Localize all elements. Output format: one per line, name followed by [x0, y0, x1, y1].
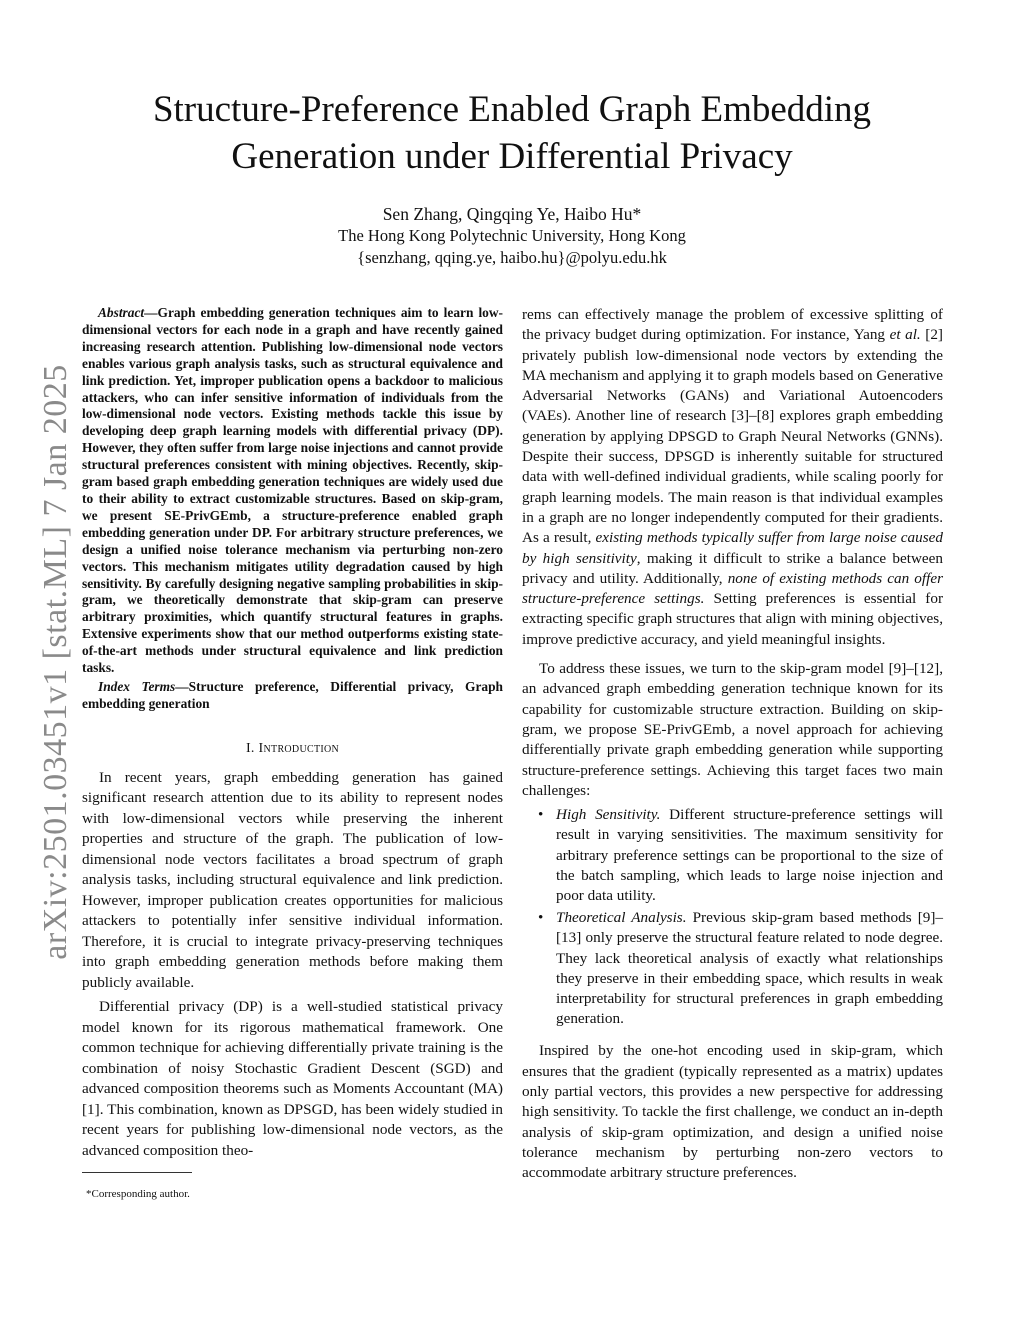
footnote: *Corresponding author.: [86, 1188, 190, 1200]
bullet-icon: •: [538, 909, 544, 927]
section-heading-introduction: I. Introduction: [245, 740, 340, 756]
author-block: [100, 203, 924, 269]
section-title: Introduction: [258, 740, 340, 756]
right-paragraph-2: To address these issues, we turn to the skip-gram model [9]–[12], an advanced graph embedding generation technique known for its capability for customizable structure extraction. Building on skip-gram, we propose SE-PrivGEmb, a novel approach for achieving differentially private graph embedding generation while supporting structure-preference settings. Achieving this target faces two main challenges:: [522, 660, 943, 799]
intro-paragraph-1: In recent years, graph embedding generation has gained significant research attention due to its ability to represent nodes with low-dimensional vectors while preserving the inherent properties and structure of the graph. The publication of low-dimensional node vectors facilitates a broad spectrum of graph analysis tasks, including structural equivalence and link prediction. However, improper publication creates opportunities for malicious attackers to potentially infer sensitive individual information. Therefore, it is crucial to integrate privacy-preserving techniques into graph embedding generation methods before making them publicly available.: [82, 768, 503, 991]
author-names: Sen Zhang, Qingqing Ye, Haibo Hu*: [382, 204, 642, 224]
list-item: • High Sensitivity. Different structure-preference settings will result in varying sensitivities. The maximum sensitivity for arbitrary preference settings can be proportional to the size of the batch sampling, which leads to large noise injection and poor data utility.: [538, 806, 943, 904]
bullet-icon: •: [538, 806, 544, 824]
index-terms: [82, 679, 503, 713]
index-terms-text: —Structure preference, Differential privacy, Graph embedding generation: [82, 678, 503, 711]
title-line-2: Generation under Differential Privacy: [231, 136, 793, 177]
index-terms-label: Index Terms: [98, 678, 176, 694]
arxiv-stamp: arXiv:2501.03451v1 [stat.ML] 7 Jan 2025: [37, 364, 74, 960]
right-column: [522, 305, 943, 1183]
left-column: [82, 305, 503, 1161]
affiliation: The Hong Kong Polytechnic University, Hong Kong: [338, 226, 686, 245]
emphasis-no-structure-preference: none of existing methods can offer structure-preference settings.: [522, 569, 943, 608]
intro-paragraph-2: Differential privacy (DP) is a well-studied statistical privacy model known for its rigorous mathematical framework. One common technique for achieving differentially private training is the combination of noisy Stochastic Gradient Descent (SGD) and advanced composition theorems such as Moments Accountant (MA) [1]. This combination, known as DPSGD, has been widely studied in recent years for publishing low-dimensional node vectors, as the advanced composition theo-: [82, 998, 503, 1159]
abstract-text: —Graph embedding generation techniques aim to learn low-dimensional vectors for each node in a graph and have recently gained increasing research attention. Publishing low-dimensional node vectors enables various graph analysis tasks, such as structural equivalence and link prediction. Yet, improper publication opens a backdoor to malicious attackers, who can infer sensitive information of individuals from the low-dimensional node vectors. Existing methods tackle this issue by developing deep graph learning models with differential privacy (DP). However, they often suffer from large noise injections and cannot provide structural preferences consistent with mining objectives. Recently, skip-gram based graph embedding generation techniques are widely used due to their ability to extract customizable structures. Based on skip-gram, we present SE-PrivGEmb, a structure-preference enabled graph embedding generation under DP. For arbitrary structure preferences, we design a unified noise tolerance mechanism via perturbing non-zero vectors. This mechanism mitigates utility degradation caused by high sensitivity. By carefully designing negative sampling probabilities in skip-gram, we theoretically demonstrate that skip-gram can preserve arbitrary proximities, which quantify structural features in graphs. Extensive experiments show that our method outperforms existing state-of-the-art methods under structural equivalence and link prediction tasks.: [82, 305, 503, 676]
title-line-1: Structure-Preference Enabled Graph Embedding: [152, 89, 872, 130]
challenges-list: [522, 805, 943, 1029]
paper-title: [90, 86, 934, 180]
right-paragraph-3: Inspired by the one-hot encoding used in skip-gram, which ensures that the gradient (typically represented as a matrix) updates only partial vectors, this provides a new perspective for addressing high sensitivity. To tackle the first challenge, we conduct an in-depth analysis of skip-gram optimization, and design a unified noise tolerance mechanism by perturbing non-zero vectors to accommodate arbitrary structure preferences.: [522, 1042, 943, 1182]
footnote-rule: [82, 1172, 192, 1173]
abstract: [82, 305, 503, 677]
list-item: • Theoretical Analysis. Previous skip-gram based methods [9]–[13] only preserve the structural feature related to node degree. They lack theoretical analysis of exactly what relationships they preserve in their embedding space, which results in weak interpretability for structural preferences in graph embedding generation.: [538, 909, 943, 1028]
abstract-label: Abstract: [98, 305, 145, 320]
right-paragraph-1: rems can effectively manage the problem of excessive splitting of the privacy budget during optimization. For instance, Yang et al. [2] privately publish low-dimensional node vectors by extending the MA mechanism and applying it to graph models based on Generative Adversarial Networks (GANs) and Variational Autoencoders (VAEs). Another line of research [3]–[8] explores graph embedding generation by applying DPSGD to Graph Neural Networks (GNNs). Despite their success, DPSGD is inherently suitable for structured data with well-defined individual gradients, while scaling poorly for graph learning models. The main reason is that individual examples in a graph are no longer independently computed for their gradients. As a result, existing methods typically suffer from large noise caused by high sensitivity, making it difficult to strike a balance between privacy and utility. Additionally, none of existing methods can offer structure-preference settings. Setting preferences is essential for extracting specific graph structures that align with mining objectives, improve predictive accuracy, and yield meaningful insights.: [522, 306, 943, 648]
emphasis-high-sensitivity: existing methods typically suffer from large noise caused by high sensitivity: [522, 529, 943, 567]
email: {senzhang, qqing.ye, haibo.hu}@polyu.edu.hk: [357, 248, 667, 267]
